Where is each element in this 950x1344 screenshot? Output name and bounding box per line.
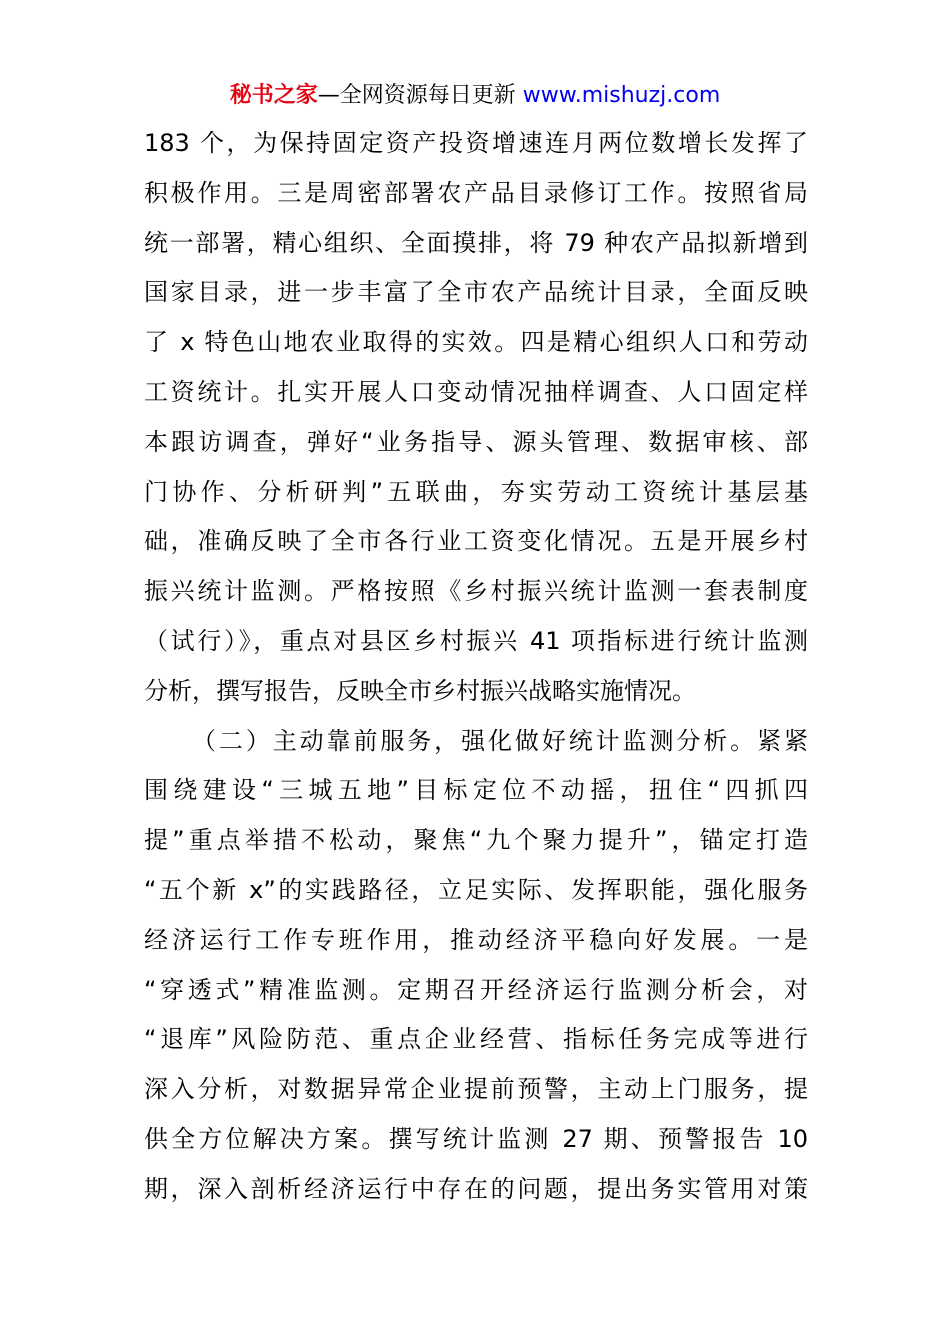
- section-heading-line: （二）主动靠前服务，强化做好统计监测分析。紧紧: [192, 726, 808, 755]
- text-line: “五个新 x”的实践路径，立足实际、发挥职能，强化服务: [144, 875, 808, 904]
- text-line: 门协作、分析研判”五联曲，夯实劳动工资统计基层基: [144, 477, 808, 506]
- text-line: 工资统计。扎实开展人口变动情况抽样调查、人口固定样: [144, 377, 808, 406]
- text-line: 积极作用。三是周密部署农产品目录修订工作。按照省局: [144, 178, 808, 207]
- paragraph-last-line: 分析，撰写报告，反映全市乡村振兴战略实施情况。: [144, 676, 696, 705]
- text-line: 了 x 特色山地农业取得的实效。四是精心组织人口和劳动: [144, 328, 808, 357]
- text-line: 深入分析，对数据异常企业提前预警，主动上门服务，提: [144, 1075, 808, 1104]
- site-url-link[interactable]: www.mishuzj.com: [522, 83, 721, 108]
- text-line: 统一部署，精心组织、全面摸排，将 79 种农产品拟新增到: [144, 228, 808, 257]
- brand-name: 秘书之家: [229, 83, 318, 108]
- text-line: “穿透式”精准监测。定期召开经济运行监测分析会，对: [144, 975, 808, 1004]
- text-line: 期，深入剖析经济运行中存在的问题，提出务实管用对策: [144, 1174, 808, 1203]
- text-line: 围绕建设“三城五地”目标定位不动摇，扭住“四抓四: [144, 776, 808, 805]
- text-line: （试行）》，重点对县区乡村振兴 41 项指标进行统计监测: [144, 626, 808, 655]
- text-line: 础，准确反映了全市各行业工资变化情况。五是开展乡村: [144, 527, 808, 556]
- document-body: [144, 119, 808, 1215]
- text-line: 经济运行工作专班作用，推动经济平稳向好发展。一是: [144, 925, 808, 954]
- text-line: 183 个，为保持固定资产投资增速连月两位数增长发挥了: [144, 129, 808, 157]
- text-line: 供全方位解决方案。撰写统计监测 27 期、预警报告 10: [144, 1124, 808, 1153]
- text-line: 国家目录，进一步丰富了全市农产品统计目录，全面反映: [144, 278, 808, 307]
- text-line: 提”重点举措不松动，聚焦“九个聚力提升”，锚定打造: [144, 826, 808, 855]
- site-header: [0, 82, 950, 110]
- text-line: “退库”风险防范、重点企业经营、指标任务完成等进行: [144, 1025, 808, 1054]
- text-line: 本跟访调查，弹好“业务指导、源头管理、数据审核、部: [144, 427, 808, 456]
- header-tagline: —全网资源每日更新: [317, 83, 523, 108]
- text-line: 振兴统计监测。严格按照《乡村振兴统计监测一套表制度: [144, 577, 808, 606]
